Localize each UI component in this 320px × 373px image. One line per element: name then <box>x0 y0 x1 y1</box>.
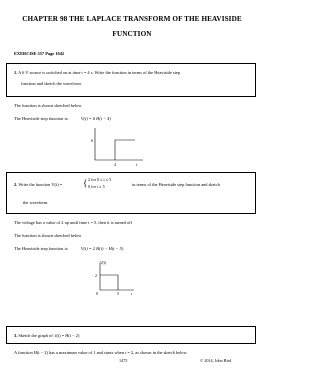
graph-2-level-label: 2 <box>95 273 97 278</box>
graph-1-step-waveform <box>87 124 147 168</box>
question-2-box <box>6 172 256 214</box>
footer-copyright: © 2014, John Bird <box>200 358 232 363</box>
question-3-prompt: Sketch the graph of: f(t) = H(t − 2) <box>18 333 80 338</box>
answer-2-step-expression: V(t) = 2 H(t) − H(t − 5) <box>80 246 124 251</box>
graph-1-waveform-line <box>115 140 135 160</box>
answer-1-step-expression: V(t) = 6 H(t − 4) <box>80 116 111 121</box>
question-2-brace: { <box>83 178 88 188</box>
answer-2-voltage: The voltage has a value of 2 up until time t = 5, then it is turned off <box>14 220 132 225</box>
question-1-text <box>14 68 180 77</box>
question-3-box <box>6 326 256 344</box>
question-2-case-1: 2 for 0 ≤ t ≤ 5 <box>88 177 112 182</box>
graph-1-x-tick: 4 <box>114 162 116 167</box>
answer-1-step <box>14 116 111 122</box>
answer-1-step-label: The Heaviside step function is: <box>14 116 69 121</box>
question-2-line-2: the waveform. <box>23 200 49 205</box>
graph-2-origin-label: 0 <box>96 291 98 296</box>
question-2-number: 2. <box>14 182 18 187</box>
footer-page-number: 1475 <box>119 358 128 363</box>
question-1-line-2: function and sketch the waveform. <box>21 81 82 86</box>
question-1-line-1: A 6 V source is switched on at time t = 4 s. Write the function in terms of the Heaviside step <box>18 70 180 75</box>
question-2-prefix <box>14 180 62 189</box>
graph-2-x-tick: 5 <box>117 291 119 296</box>
graph-2-y-label: V(t) <box>100 260 107 265</box>
question-3-text <box>14 331 79 340</box>
graph-2-pulse-waveform <box>86 255 138 299</box>
answer-2-shown: The function is shown sketched below <box>14 233 82 238</box>
question-1-box <box>6 63 256 97</box>
question-2-case-2: 0 for t ≥ 5 <box>88 184 105 189</box>
question-1-number: 1. <box>14 70 18 75</box>
question-3-number: 3. <box>14 333 18 338</box>
answer-1-shown: The function is shown sketched below <box>14 103 82 108</box>
graph-2-t-label: t <box>131 291 133 296</box>
answer-2-step-label: The Heaviside step function is: <box>14 246 69 251</box>
graph-2-waveform-line <box>100 275 118 290</box>
graph-1-level-label: 6 <box>91 138 93 143</box>
graph-1-t-label: t <box>136 162 138 167</box>
page-title: CHAPTER 98 THE LAPLACE TRANSFORM OF THE HEAVISIDE FUNCTION <box>22 15 242 38</box>
question-2-write-prefix: Write the function V(t) = <box>18 182 63 187</box>
exercise-heading: EXERCISE 357 Page 1042 <box>14 51 65 56</box>
answer-3-text: A function H(t − 2) has a maximum value of 1 and starts when t = 2, as shown in the sketch below <box>14 350 187 355</box>
answer-2-step <box>14 246 123 252</box>
question-2-suffix: in terms of the Heaviside step function and sketch <box>132 182 220 187</box>
